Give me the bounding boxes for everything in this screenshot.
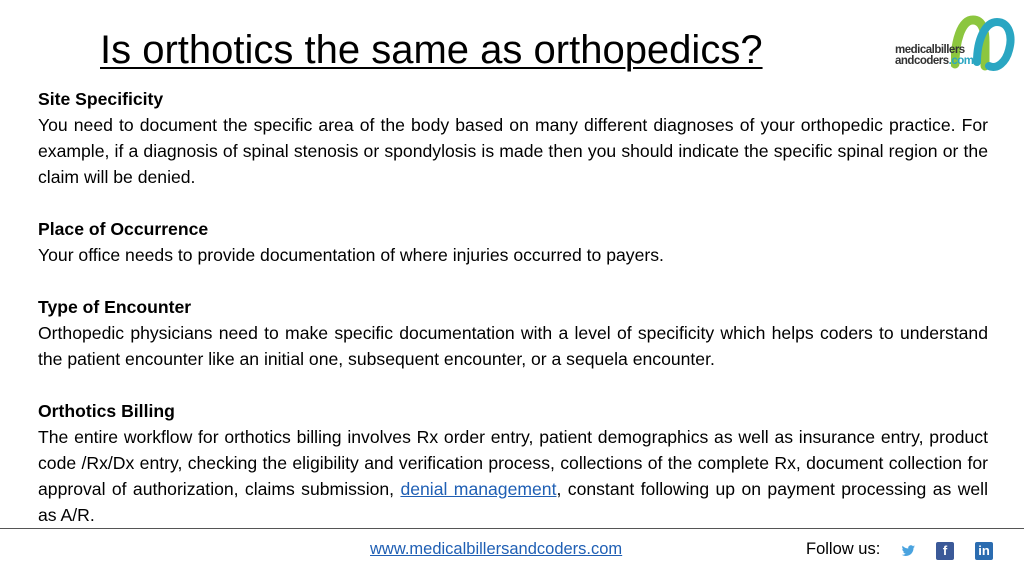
slide-content: [38, 86, 988, 554]
section-place-of-occurrence: [38, 216, 988, 268]
section-body: Your office needs to provide documentation of where injuries occurred to payers.: [38, 245, 664, 265]
section-heading: Place of Occurrence: [38, 219, 209, 239]
company-logo[interactable]: [893, 12, 1017, 72]
section-heading: Type of Encounter: [38, 297, 192, 317]
section-type-of-encounter: [38, 294, 988, 372]
denial-management-link[interactable]: denial management: [400, 479, 557, 499]
footer-divider: [0, 528, 1024, 529]
website-link[interactable]: www.medicalbillersandcoders.com: [370, 540, 623, 558]
section-body: The entire workflow for orthotics billing involves Rx order entry, patient demographics as well as insurance entry, product code /Rx/Dx entry, checking the eligibility and verification process, collections of the complete Rx, document collection for approval of authorization, claims submission, denial management, constant following up on payment processing as well as A/R.: [38, 427, 988, 525]
logo-text-line1: medicalbillers: [895, 44, 965, 56]
section-body: Orthopedic physicians need to make specific documentation with a level of specificity which helps coders to understand the patient encounter like an initial one, subsequent encounter, or a sequela encounter.: [38, 323, 988, 369]
section-body: You need to document the specific area of the body based on many different diagnoses of your orthopedic practice. For example, if a diagnosis of spinal stenosis or spondylosis is made then you should indicate the specific spinal region or the claim will be denied.: [38, 115, 988, 187]
linkedin-icon[interactable]: in: [975, 542, 993, 560]
section-heading: Site Specificity: [38, 89, 164, 109]
facebook-icon[interactable]: f: [936, 542, 954, 560]
twitter-icon[interactable]: [899, 542, 917, 560]
section-heading: Orthotics Billing: [38, 401, 175, 421]
follow-us-label: Follow us:: [806, 540, 881, 558]
section-orthotics-billing: [38, 398, 988, 528]
logo-text-line2: andcoders.com: [895, 55, 974, 67]
slide-title: Is orthotics the same as orthopedics?: [100, 28, 763, 72]
section-site-specificity: [38, 86, 988, 190]
